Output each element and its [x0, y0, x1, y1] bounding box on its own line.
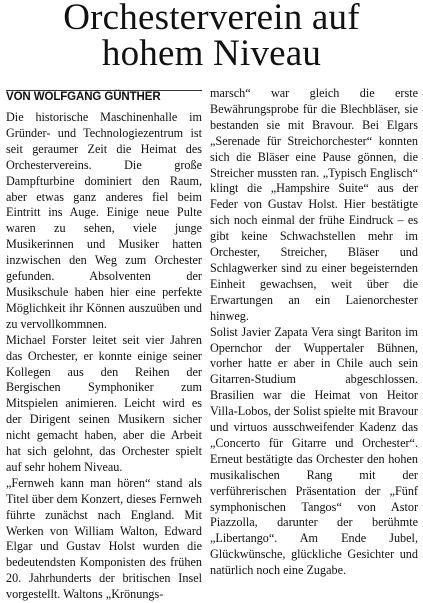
byline: VON WOLFGANG GÜNTHER: [6, 90, 202, 103]
text-column-right: [210, 86, 418, 579]
paragraph-forster: Michael Forster leitet seit vier Jahren das Orchester, er konnte einige seiner Kollegen aus den Reihen der Bergischen Symphoniker zum Mitspielen animieren. Leicht wird es der Dirigent seinen Musikern sicher nicht gemacht haben, aber die Arbeit hat sich gelohnt, das Orchester spielt auf sehr hohem Niveau.: [6, 332, 202, 474]
headline: [0, 0, 423, 72]
headline-line-1: Orchesterverein auf: [63, 0, 360, 38]
paragraph-fernweh: „Fernweh kann man hören“ stand als Titel über dem Konzert, dieses Fernweh führte zunächst nach England. Mit Werken von William Walton, Edward Elgar und Gustav Holst wurden die bedeutendsten Komponisten des frühen 20. Jahrhunderts der britischen Insel vorgestellt. Waltons „Krönungs-: [6, 475, 202, 602]
headline-line-2: hohem Niveau: [101, 33, 322, 74]
paragraph-intro: Die historische Maschinenhalle im Gründer- und Technologiezentrum ist seit geraumer Zeit die Heimat des Orchestervereins. Die große Dampfturbine dominiert den Raum, aber etwas ganz anderes fiel beim Eintritt ins Auge. Einige neue Pulte waren zu sehen, viele junge Musikerinnen und Musiker hatten inzwischen den Weg zum Orchester gefunden. Absolventen der Musikschule haben hier eine perfekte Möglichkeit ihr Können auszuüben und zu vervollkommnen.: [6, 110, 202, 331]
text-column-left: [6, 110, 202, 603]
paragraph-continuation: marsch“ war gleich die erste Bewährungsprobe für die Blechbläser, sie bestanden sie mit Bravour. Bei Elgars „Serenade für Streichorchester“ konnten sich die Bläser eine Pause gönnen, die Streicher mussten ran. „Typisch Englisch“ klingt die „Hampshire Suite“ aus der Feder von Gustav Holst. Hier bestätigte sich noch einmal der frühe Eindruck – es gibt keine Schwachstellen mehr im Orchester, Streicher, Bläser und Schlagwerker sind zu einer begeisternden Einheit gewachsen, weit über die Erwartungen an ein Laienorchester hinweg.: [210, 86, 418, 323]
paragraph-soloist: Solist Javier Zapata Vera singt Bariton im Opernchor der Wuppertaler Bühnen, vorher hatte er aber in Chile auch sein Gitarren-Studium abgeschlossen. Brasilien war die Heimat von Heitor Villa-Lobos, der Solist spielte mit Bravour und virtuos ausschweifender Kadenz das „Concerto für Gitarre und Orchester“. Erneut bestätigte das Orchester den hohen musikalischen Rang mit der verführerischen Präsentation der „Fünf symphonischen Tangos“ von Astor Piazzolla, darunter der berühmte „Libertango“. Am Ende Jubel, Glückwünsche, glückliche Gesichter und natürlich noch eine Zugabe.: [210, 324, 418, 578]
